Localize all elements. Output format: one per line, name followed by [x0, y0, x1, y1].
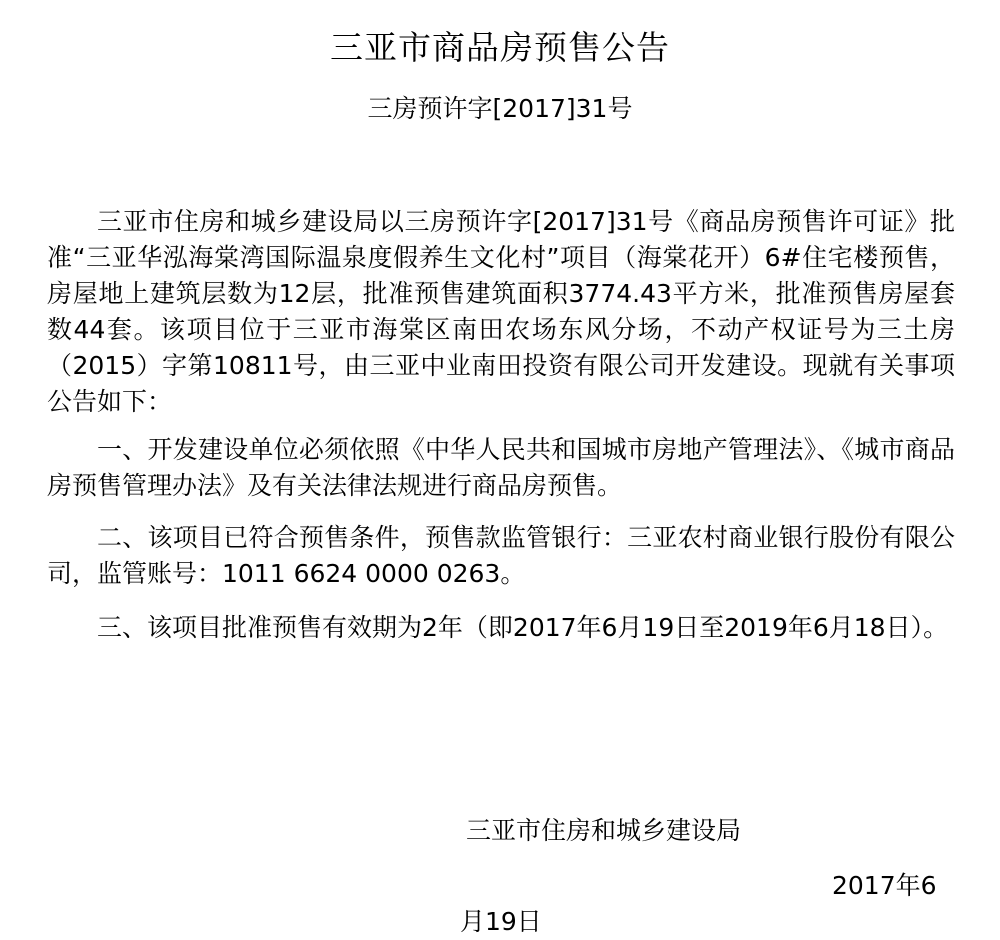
- page-title: 三亚市商品房预售公告: [330, 28, 670, 67]
- issue-date: 2017年6: [832, 871, 937, 900]
- clause-one-paragraph: 一、开发建设单位必须依照《中华人民共和国城市房地产管理法》、《城市商品房预售管理办法》及有关法律法规进行商品房预售。: [47, 435, 955, 500]
- clause-three-paragraph: 三、该项目批准预售有效期为2年（即2017年6月19日至2019年6月18日）。: [97, 613, 949, 642]
- issue-date-continued: 月19日: [460, 907, 542, 936]
- clause-two-paragraph: 二、该项目已符合预售条件，预售款监管银行：三亚农村商业银行股份有限公司，监管账号：1011 6624 0000 0263。: [47, 523, 955, 588]
- permit-number: 三房预许字[2017]31号: [367, 94, 633, 123]
- intro-paragraph: 三亚市住房和城乡建设局以三房预许字[2017]31号《商品房预售许可证》批准“三亚华泓海棠湾国际温泉度假养生文化村”项目（海棠花开）6#住宅楼预售，房屋地上建筑层数为12层，批准预售建筑面积3774.43平方米，批准预售房屋套数44套。该项目位于三亚市海棠区南田农场东风分场，不动产权证号为三土房（2015）字第10811号，由三亚中业南田投资有限公司开发建设。现就有关事项公告如下：: [47, 207, 955, 416]
- issuer-signature: 三亚市住房和城乡建设局: [466, 816, 742, 845]
